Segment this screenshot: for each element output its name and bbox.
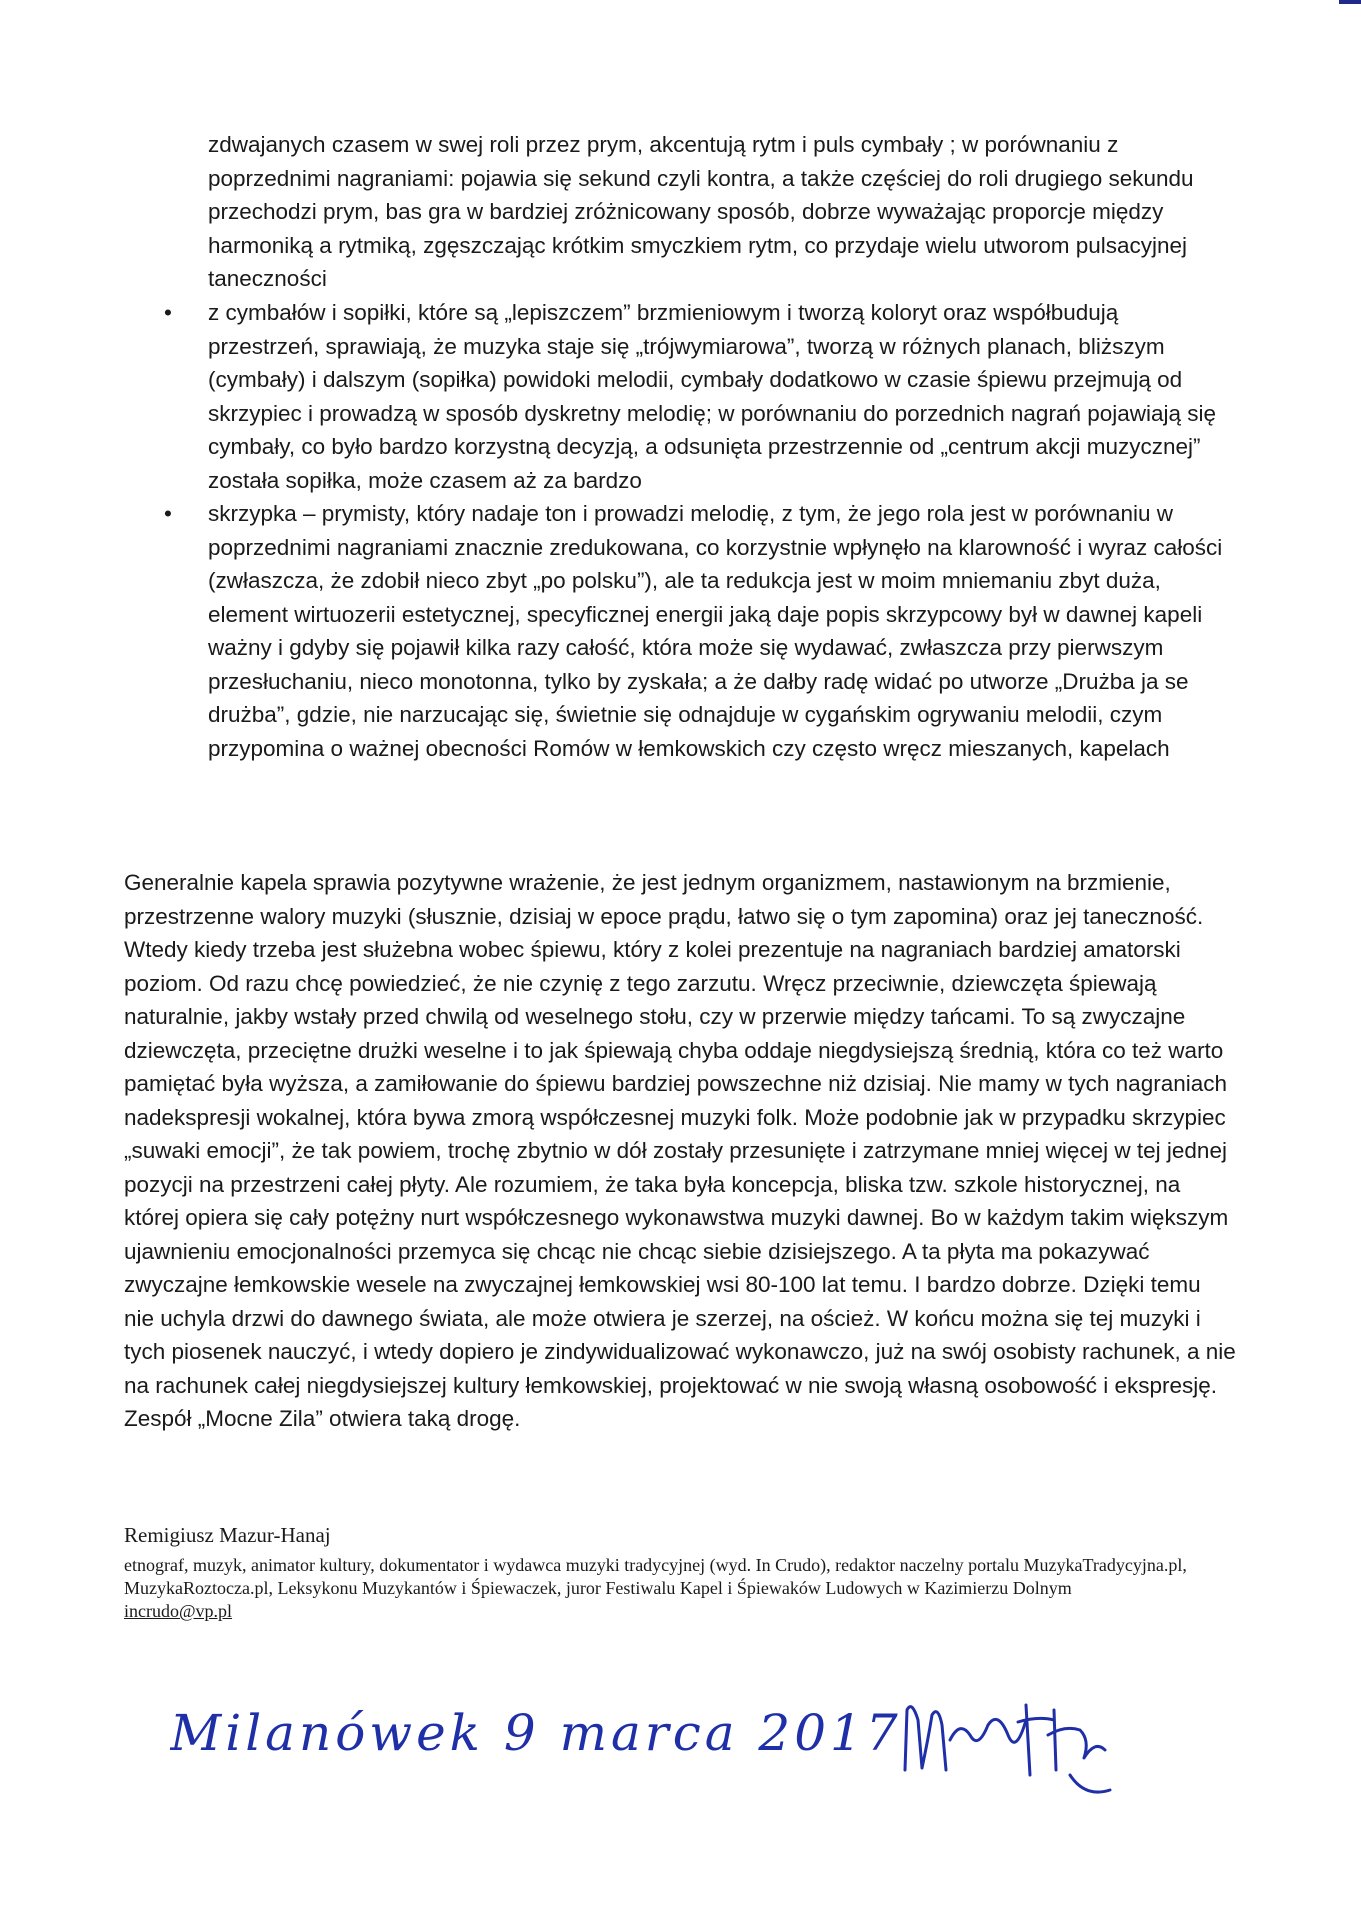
summary-paragraph: Generalnie kapela sprawia pozytywne wrażenie, że jest jednym organizmem, nastawionym na brzmienie, przestrzenne walory muzyki (słusznie, dzisiaj w epoce prądu, łatwo się o tym zapomina) oraz jej taneczność. Wtedy kiedy trzeba jest służebna wobec śpiewu, który z kolei prezentuje na nagraniach bardziej amatorski poziom. Od razu chcę powiedzieć, że nie czynię z tego zarzutu. Wręcz przeciwnie, dziewczęta śpiewają naturalnie, jakby wstały przed chwilą od weselnego stołu, czy w przerwie między tańcami. To są zwyczajne dziewczęta, przeciętne drużki weselne i to jak śpiewają chyba oddaje niegdysiejszą średnią, która co też warto pamiętać była wyższa, a zamiłowanie do śpiewu bardziej powszechne niż dzisiaj. Nie mamy w tych nagraniach nadekspresji wokalnej, która bywa zmorą współczesnej muzyki folk. Może podobnie jak w przypadku skrzypiec „suwaki emocji”, że tak powiem, trochę zbytnio w dół zostały przesunięte i zatrzymane mniej więcej w tej jednej pozycji na przestrzeni całej płyty. Ale rozumiem, że taka była koncepcja, bliska tzw. szkole historycznej, na której opiera się cały potężny nurt współczesnego wykonawstwa muzyki dawnej. Bo w każdym takim większym ujawnieniu emocjonalności przemyca się chcąc nie chcąc siebie dzisiejszego. A ta płyta ma pokazywać zwyczajne łemkowskie wesele na zwyczajnej łemkowskiej wsi 80-100 lat temu. I bardzo dobrze. Dzięki temu nie uchyla drzwi do dawnego świata, ale może otwiera je szerzej, na oścież. W końcu można się tej muzyki i tych piosenek nauczyć, i wtedy dopiero je zindywidualizować wykonawczo, już na swój osobisty rachunek, a nie na rachunek całej niegdysiejszej kultury łemkowskiej, projektować w nie swoją własną osobowość i ekspresję. Zespół „Mocne Zila” otwiera taką drogę.: [124, 870, 1236, 1431]
handwritten-place-date: Milanówek 9 marca 2017: [170, 1704, 902, 1762]
author-description: etnograf, muzyk, animator kultury, dokumentator i wydawca muzyki tradycyjnej (wyd. In Crudo), redaktor naczelny portalu MuzykaTradycyjna.pl, MuzykaRoztocza.pl, Leksykonu Muzykantów i Śpiewaczek, juror Festiwalu Kapel i Śpiewaków Ludowych w Kazimierzu Dolnym: [124, 1555, 1187, 1598]
list-item-text: z cymbałów i sopiłki, które są „lepiszczem” brzmieniowym i tworzą koloryt oraz współbudują przestrzeń, sprawiają, że muzyka staje się „trójwymiarowa”, tworzą w różnych planach, bliższym (cymbały) i dalszym (sopiłka) powidoki melodii, cymbały dodatkowo w czasie śpiewu przejmują od skrzypiec i prowadzą w sposób dyskretny melodię; w porównaniu do porzednich nagrań pojawiają się cymbały, co było bardzo korzystną decyzją, a odsunięta przestrzennie od „centrum akcji muzycznej” została sopiłka, może czasem aż za bardzo: [208, 300, 1217, 493]
bullet-list: [164, 296, 1228, 765]
continued-paragraph: zdwajanych czasem w swej roli przez prym, akcentują rytm i puls cymbały ; w porównaniu z poprzednimi nagraniami: pojawia się sekund czyli kontra, a także częściej do roli drugiego sekundu przechodzi prym, bas gra w bardziej zróżnicowany sposób, dobrze wyważając proporcje między harmoniką a rytmiką, zgęszczając krótkim smyczkiem rytm, co przydaje wielu utworom pulsacyjnej taneczności: [208, 132, 1194, 291]
scan-edge-mark: [1339, 0, 1361, 4]
author-email-link[interactable]: incrudo@vp.pl: [124, 1601, 233, 1621]
bullet-icon: •: [164, 300, 172, 325]
handwritten-signature-area: [170, 1680, 1180, 1800]
handwritten-signature-icon: [905, 1705, 1110, 1792]
list-item: [164, 497, 1228, 765]
list-item-text: skrzypka – prymisty, który nadaje ton i prowadzi melodię, z tym, że jego rola jest w porównaniu w poprzednimi nagraniami znacznie zredukowana, co korzystnie wpłynęło na klarowność i wyraz całości (zwłaszcza, że zdobił nieco zbyt „po polsku”), ale ta redukcja jest w moim mniemaniu zbyt duża, element wirtuozerii estetycznej, specyficznej energii jaką daje popis skrzypcowy był w dawnej kapeli ważny i gdyby się pojawił kilka razy całość, która może się wydawać, zwłaszcza przy pierwszym przesłuchaniu, nieco monotonna, tylko by zyskała; a że dałby radę widać po utworze „Drużba ja se drużba”, gdzie, nie narzucając się, świetnie się odnajduje w cygańskim ogrywaniu melodii, czym przypomina o ważnej obecności Romów w łemkowskich czy często wręcz mieszanych, kapelach: [208, 501, 1223, 761]
author-block: [124, 1520, 1234, 1623]
list-item: [164, 296, 1228, 497]
author-name: Remigiusz Mazur-Hanaj: [124, 1523, 331, 1547]
bullet-icon: •: [164, 501, 172, 526]
